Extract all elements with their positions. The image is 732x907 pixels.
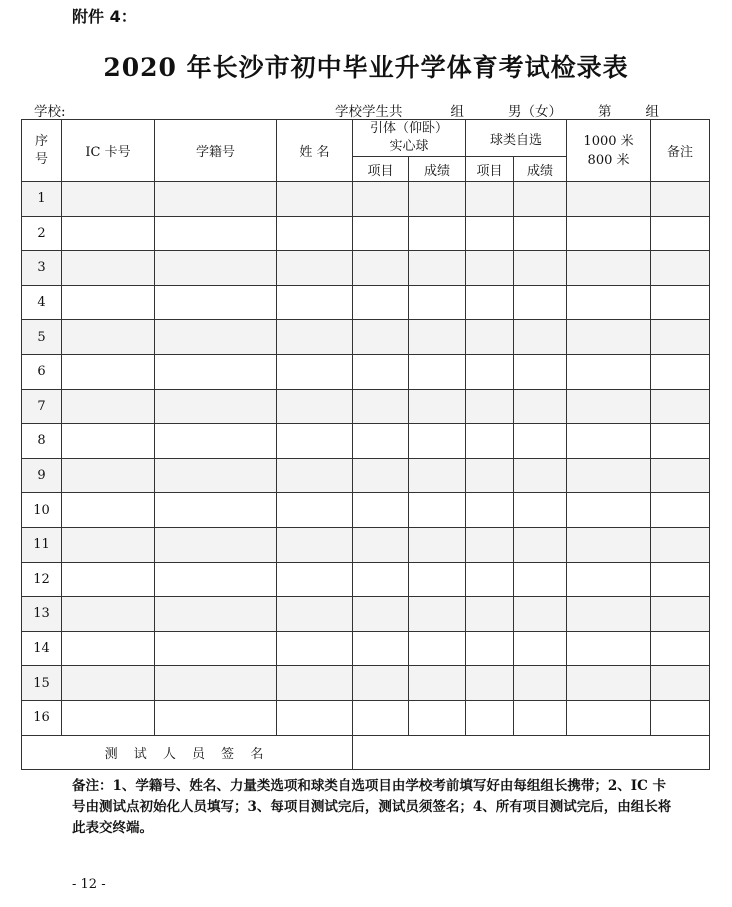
row-index: 9 (22, 458, 62, 493)
ball-score-cell[interactable] (514, 666, 567, 701)
ball-item-cell[interactable] (466, 251, 514, 286)
attachment-label: 附件 4： (72, 7, 137, 26)
table-row (22, 527, 710, 562)
ball-item-cell[interactable] (466, 458, 514, 493)
ball-score-cell[interactable] (514, 354, 567, 389)
strength-item-cell[interactable] (353, 458, 409, 493)
ball-item-cell[interactable] (466, 389, 514, 424)
tester-signature-label: 测 试 人 员 签 名 (22, 735, 353, 769)
strength-score-cell[interactable] (409, 354, 466, 389)
remark-cell[interactable] (651, 631, 710, 666)
row-index: 3 (22, 251, 62, 286)
strength-item-cell[interactable] (353, 320, 409, 355)
ball-score-cell[interactable] (514, 424, 567, 459)
school-label: 学校: (34, 104, 66, 120)
ball-score-cell[interactable] (514, 182, 567, 217)
strength-item-cell[interactable] (353, 216, 409, 251)
run-cell[interactable] (567, 562, 651, 597)
student-id-cell[interactable] (155, 562, 277, 597)
strength-score-cell[interactable] (409, 700, 466, 735)
ball-score-cell[interactable] (514, 458, 567, 493)
table-row (22, 216, 710, 251)
student-id-cell[interactable] (155, 458, 277, 493)
ball-score-cell[interactable] (514, 597, 567, 632)
ic-card-cell[interactable] (62, 700, 155, 735)
student-id-cell[interactable] (155, 320, 277, 355)
ball-item-cell[interactable] (466, 562, 514, 597)
run-cell[interactable] (567, 424, 651, 459)
ball-score-cell[interactable] (514, 285, 567, 320)
row-index: 2 (22, 216, 62, 251)
header-ball-item: 项目 (466, 157, 514, 182)
remark-cell[interactable] (651, 700, 710, 735)
remark-cell[interactable] (651, 527, 710, 562)
ic-card-cell[interactable] (62, 251, 155, 286)
strength-score-cell[interactable] (409, 216, 466, 251)
strength-item-cell[interactable] (353, 389, 409, 424)
remark-cell[interactable] (651, 493, 710, 528)
header-seq: 序号 (22, 120, 62, 182)
table-row (22, 320, 710, 355)
tester-signature-cell[interactable] (353, 735, 710, 769)
run-cell[interactable] (567, 666, 651, 701)
ic-card-cell[interactable] (62, 182, 155, 217)
ball-score-cell[interactable] (514, 631, 567, 666)
run-cell[interactable] (567, 389, 651, 424)
student-id-cell[interactable] (155, 216, 277, 251)
ic-card-cell[interactable] (62, 493, 155, 528)
ball-item-cell[interactable] (466, 216, 514, 251)
header-item: 项目 (353, 157, 409, 182)
ic-card-cell[interactable] (62, 527, 155, 562)
strength-score-cell[interactable] (409, 666, 466, 701)
strength-item-cell[interactable] (353, 354, 409, 389)
name-cell[interactable] (277, 424, 353, 459)
name-cell[interactable] (277, 562, 353, 597)
strength-item-cell[interactable] (353, 424, 409, 459)
ball-item-cell[interactable] (466, 320, 514, 355)
name-cell[interactable] (277, 389, 353, 424)
ball-item-cell[interactable] (466, 527, 514, 562)
strength-score-cell[interactable] (409, 285, 466, 320)
strength-item-cell[interactable] (353, 285, 409, 320)
strength-item-cell[interactable] (353, 597, 409, 632)
name-cell[interactable] (277, 354, 353, 389)
student-id-cell[interactable] (155, 493, 277, 528)
ball-item-cell[interactable] (466, 631, 514, 666)
student-id-cell[interactable] (155, 631, 277, 666)
ball-score-cell[interactable] (514, 389, 567, 424)
ball-item-cell[interactable] (466, 354, 514, 389)
ic-card-cell[interactable] (62, 354, 155, 389)
remark-cell[interactable] (651, 666, 710, 701)
run-cell[interactable] (567, 320, 651, 355)
name-cell[interactable] (277, 285, 353, 320)
row-index: 8 (22, 424, 62, 459)
strength-item-cell[interactable] (353, 182, 409, 217)
ic-card-cell[interactable] (62, 389, 155, 424)
group-unit: 组 (450, 104, 464, 120)
student-id-cell[interactable] (155, 424, 277, 459)
student-id-cell[interactable] (155, 597, 277, 632)
header-remark: 备注 (651, 120, 710, 182)
table-row (22, 700, 710, 735)
run-cell[interactable] (567, 700, 651, 735)
table-row (22, 285, 710, 320)
ic-card-cell[interactable] (62, 562, 155, 597)
remark-cell[interactable] (651, 354, 710, 389)
header-strength-group: 引体（仰卧） 实心球 (353, 120, 466, 157)
student-id-cell[interactable] (155, 285, 277, 320)
ball-score-cell[interactable] (514, 493, 567, 528)
footnote: 备注：1、学籍号、姓名、力量类选项和球类自选项目由学校考前填写好由每组组长携带；2、IC 卡号由测试点初始化人员填写；3、每项目测试完后，测试员须签名；4、所有项目测试完后，由组长将此表交终端。 (72, 778, 672, 836)
student-id-cell[interactable] (155, 251, 277, 286)
student-id-cell[interactable] (155, 389, 277, 424)
strength-item-cell[interactable] (353, 562, 409, 597)
table-row (22, 666, 710, 701)
name-cell[interactable] (277, 458, 353, 493)
header-run: 1000 米 800 米 (567, 120, 651, 182)
name-cell[interactable] (277, 631, 353, 666)
strength-item-cell[interactable] (353, 527, 409, 562)
strength-score-cell[interactable] (409, 182, 466, 217)
ic-card-cell[interactable] (62, 216, 155, 251)
name-cell[interactable] (277, 700, 353, 735)
page-title: 2020 年长沙市初中毕业升学体育考试检录表 (103, 53, 629, 82)
run-cell[interactable] (567, 458, 651, 493)
row-index: 10 (22, 493, 62, 528)
header-ball-group: 球类自选 (466, 120, 567, 157)
strength-item-cell[interactable] (353, 666, 409, 701)
row-index: 6 (22, 354, 62, 389)
table-row (22, 458, 710, 493)
run-cell[interactable] (567, 182, 651, 217)
table-row (22, 251, 710, 286)
run-cell[interactable] (567, 354, 651, 389)
ic-card-cell[interactable] (62, 631, 155, 666)
strength-score-cell[interactable] (409, 597, 466, 632)
run-cell[interactable] (567, 597, 651, 632)
strength-item-cell[interactable] (353, 493, 409, 528)
header-ic-card: IC 卡号 (62, 120, 155, 182)
ball-item-cell[interactable] (466, 493, 514, 528)
table-row (22, 182, 710, 217)
row-index: 1 (22, 182, 62, 217)
table-row (22, 493, 710, 528)
ball-item-cell[interactable] (466, 666, 514, 701)
ball-score-cell[interactable] (514, 700, 567, 735)
row-index: 15 (22, 666, 62, 701)
name-cell[interactable] (277, 216, 353, 251)
header-name: 姓 名 (277, 120, 353, 182)
student-id-cell[interactable] (155, 666, 277, 701)
ball-item-cell[interactable] (466, 424, 514, 459)
strength-score-cell[interactable] (409, 562, 466, 597)
remark-cell[interactable] (651, 562, 710, 597)
strength-score-cell[interactable] (409, 458, 466, 493)
student-id-cell[interactable] (155, 354, 277, 389)
table-row (22, 597, 710, 632)
ic-card-cell[interactable] (62, 320, 155, 355)
ball-score-cell[interactable] (514, 527, 567, 562)
ic-card-cell[interactable] (62, 666, 155, 701)
row-index: 12 (22, 562, 62, 597)
row-index: 13 (22, 597, 62, 632)
row-index: 16 (22, 700, 62, 735)
student-id-cell[interactable] (155, 527, 277, 562)
strength-score-cell[interactable] (409, 631, 466, 666)
page-number: - 12 - (72, 877, 106, 892)
strength-score-cell[interactable] (409, 389, 466, 424)
header-ball-score: 成绩 (514, 157, 567, 182)
name-cell[interactable] (277, 493, 353, 528)
header-score: 成绩 (409, 157, 466, 182)
strength-item-cell[interactable] (353, 700, 409, 735)
gender-label: 男（女） (508, 104, 562, 120)
nth-label: 第 (598, 104, 612, 120)
strength-item-cell[interactable] (353, 631, 409, 666)
school-field (34, 100, 66, 120)
row-index: 4 (22, 285, 62, 320)
group-total-label: 学校学生共 (335, 104, 403, 120)
row-index: 14 (22, 631, 62, 666)
remark-cell[interactable] (651, 597, 710, 632)
ball-score-cell[interactable] (514, 562, 567, 597)
ball-score-cell[interactable] (514, 216, 567, 251)
ball-score-cell[interactable] (514, 251, 567, 286)
strength-score-cell[interactable] (409, 493, 466, 528)
remark-cell[interactable] (651, 389, 710, 424)
ic-card-cell[interactable] (62, 597, 155, 632)
strength-score-cell[interactable] (409, 251, 466, 286)
name-cell[interactable] (277, 251, 353, 286)
table-row (22, 424, 710, 459)
table-row (22, 631, 710, 666)
name-cell[interactable] (277, 597, 353, 632)
ball-item-cell[interactable] (466, 182, 514, 217)
run-cell[interactable] (567, 631, 651, 666)
name-cell[interactable] (277, 666, 353, 701)
remark-cell[interactable] (651, 320, 710, 355)
ic-card-cell[interactable] (62, 285, 155, 320)
table-row (22, 562, 710, 597)
name-cell[interactable] (277, 320, 353, 355)
remark-cell[interactable] (651, 251, 710, 286)
nth-unit: 组 (645, 104, 659, 120)
remark-cell[interactable] (651, 458, 710, 493)
name-cell[interactable] (277, 182, 353, 217)
strength-score-cell[interactable] (409, 424, 466, 459)
remark-cell[interactable] (651, 285, 710, 320)
remark-cell[interactable] (651, 424, 710, 459)
checkin-table (21, 119, 710, 770)
run-cell[interactable] (567, 493, 651, 528)
ball-score-cell[interactable] (514, 320, 567, 355)
run-cell[interactable] (567, 527, 651, 562)
run-cell[interactable] (567, 216, 651, 251)
row-index: 11 (22, 527, 62, 562)
ball-item-cell[interactable] (466, 700, 514, 735)
ic-card-cell[interactable] (62, 458, 155, 493)
strength-score-cell[interactable] (409, 527, 466, 562)
header-student-id: 学籍号 (155, 120, 277, 182)
group-info (335, 100, 659, 120)
ic-card-cell[interactable] (62, 424, 155, 459)
row-index: 5 (22, 320, 62, 355)
remark-cell[interactable] (651, 182, 710, 217)
name-cell[interactable] (277, 527, 353, 562)
strength-score-cell[interactable] (409, 320, 466, 355)
run-cell[interactable] (567, 251, 651, 286)
student-id-cell[interactable] (155, 182, 277, 217)
student-id-cell[interactable] (155, 700, 277, 735)
remark-cell[interactable] (651, 216, 710, 251)
table-row (22, 354, 710, 389)
strength-item-cell[interactable] (353, 251, 409, 286)
ball-item-cell[interactable] (466, 285, 514, 320)
table-row (22, 389, 710, 424)
ball-item-cell[interactable] (466, 597, 514, 632)
run-cell[interactable] (567, 285, 651, 320)
row-index: 7 (22, 389, 62, 424)
